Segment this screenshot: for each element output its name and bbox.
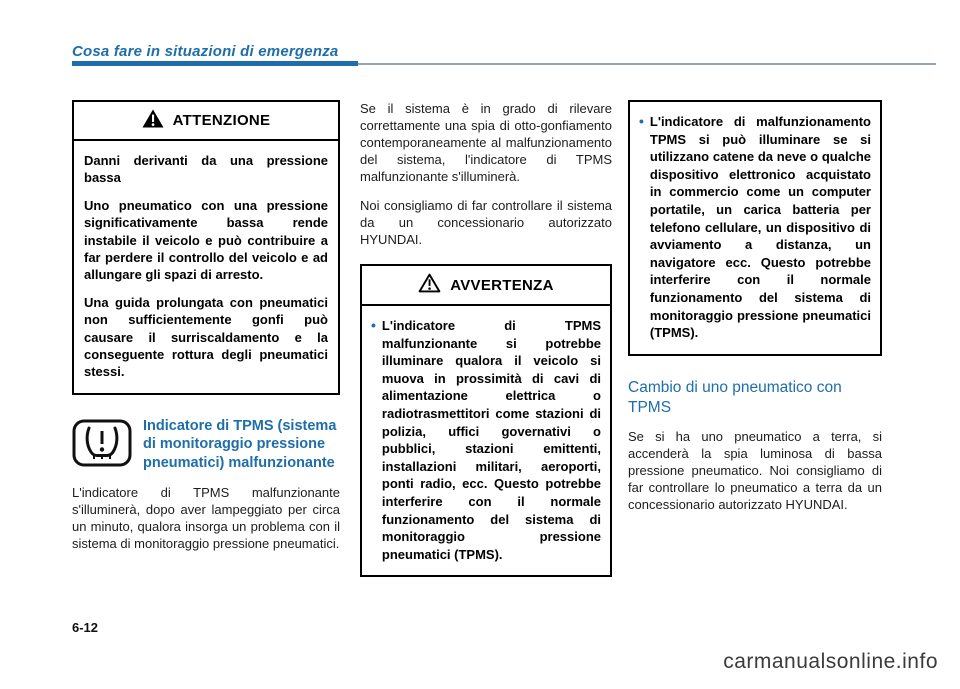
warning-box xyxy=(360,264,612,577)
attention-paragraph-3: Una guida prolungata con pneumatici non sufficientemente gonfi può causare il surriscaldamento e la conseguente rottura degli pneumatici stessi. xyxy=(84,294,328,380)
bullet-marker: • xyxy=(371,317,376,333)
tpms-malfunction-body: L'indicatore di TPMS malfunzionante s'illuminerà, dopo aver lampeggiato per circa un minuto, qualora insorga un problema con il sistema di monitoraggio pressione pneumatici. xyxy=(72,485,340,552)
attention-box-header xyxy=(74,102,338,141)
warning-triangle-outline-icon xyxy=(418,273,441,297)
attention-box xyxy=(72,100,340,395)
attention-box-title: ATTENZIONE xyxy=(172,112,271,129)
tpms-warning-icon xyxy=(72,419,132,472)
tpms-malfunction-heading: Indicatore di TPMS (sistema di monitoraggio pressione pneumatici) malfunzionante xyxy=(143,417,337,471)
tire-change-body: Se si ha uno pneumatico a terra, si accenderà la spia luminosa di bassa pressione pneumatico. Noi consigliamo di far controllare lo pneumatico a terra da un concessionario autorizzato HYUNDAI. xyxy=(628,428,882,512)
middle-paragraph-1: Se il sistema è in grado di rilevare correttamente una spia di otto-gonfiamento contemporaneamente al malfunzionamento del sistema, l'indicatore di TPMS malfunzionante s'illuminerà. xyxy=(360,101,612,184)
header-rule-line xyxy=(358,63,936,65)
column-right xyxy=(628,100,882,525)
warning-box-continued xyxy=(628,100,882,356)
middle-paragraph-2: Noi consigliamo di far controllare il sistema da un concessionario autorizzato HYUNDAI. xyxy=(360,198,612,247)
watermark-text: carmanualsonline.info xyxy=(723,650,938,673)
attention-box-body xyxy=(74,141,338,393)
column-left xyxy=(72,100,340,564)
page-number: 6-12 xyxy=(72,620,99,635)
attention-paragraph-2: Uno pneumatico con una pressione significativamente bassa rende instabile il veicolo e può contribuire a far perdere il controllo del veicolo e ad allungare gli spazi di arresto. xyxy=(84,197,328,283)
tire-change-heading: Cambio di uno pneumatico con TPMS xyxy=(628,378,842,416)
bullet-marker: • xyxy=(639,113,644,129)
warning-triangle-filled-icon xyxy=(142,109,164,132)
warning-continued-bullet-text: L'indicatore di malfunzionamento TPMS si può illuminare se si utilizzano catene da neve o qualche dispositivo elettronico acquistato in commercio come un computer portatile, un carica batteria per telefono cellulare, un dispositivo di avviamento a distanza, un navigatore ecc. Questo potrebbe interferire con il normale funzionamento del sistema di monitoraggio pressione pneumatici (TPMS). xyxy=(649,114,871,341)
page-section-title: Cosa fare in situazioni di emergenza xyxy=(72,43,339,60)
warning-box-body xyxy=(362,306,610,575)
warning-box-title: AVVERTENZA xyxy=(450,276,554,294)
warning-box-header xyxy=(362,266,610,306)
tpms-malfunction-section-header xyxy=(72,417,340,473)
warning-box-continued-body xyxy=(630,102,880,354)
header-accent-bar xyxy=(72,61,358,66)
column-middle xyxy=(360,100,612,577)
warning-bullet-text: L'indicatore di TPMS malfunzionante si potrebbe illuminare qualora il veicolo si muova in prossimità di cavi di alimentazione elettrica o radiotrasmettitori come stazioni di polizia, uffici governativi o pubblici, stazioni emittenti, installazioni militari, aeroporti, ponti radio, ecc. Questo potrebbe interferire con il normale funzionamento del sistema di monitoraggio pressione pneumatici (TPMS). xyxy=(381,318,601,562)
attention-paragraph-1: Danni derivanti da una pressione bassa xyxy=(84,153,328,186)
